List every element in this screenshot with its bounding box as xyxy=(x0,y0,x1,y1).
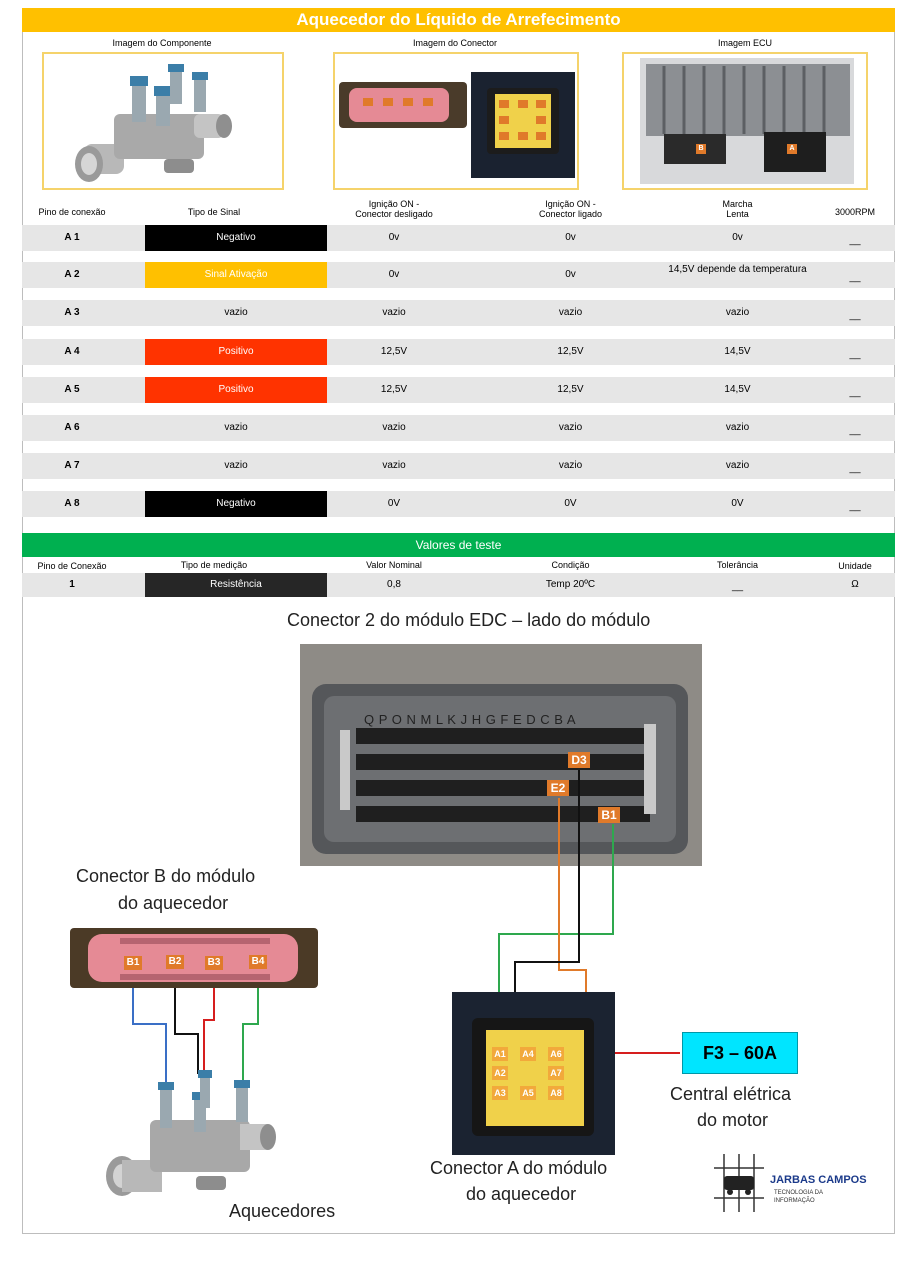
row-idle: 0v xyxy=(732,232,743,243)
row-pin: A 7 xyxy=(64,460,80,471)
header-ign-on-line2: Conector ligado xyxy=(538,209,603,219)
row-pin: A 1 xyxy=(64,232,80,243)
heaters-illustration xyxy=(100,1064,280,1204)
header-rpm: 3000RPM xyxy=(834,207,876,217)
test-pin: 1 xyxy=(69,579,75,590)
row-signal: vazio xyxy=(224,422,248,433)
row-pin: A 2 xyxy=(64,269,80,280)
connector-b-image xyxy=(70,924,318,992)
header-ign-on-line1: Ignição ON - xyxy=(545,199,596,209)
row-signal: vazio xyxy=(224,460,248,471)
row-ign-off: vazio xyxy=(382,307,406,318)
logo-sub-line2: INFORMAÇÃO xyxy=(774,1198,815,1204)
header-idle-line1: Marcha xyxy=(722,199,753,209)
row-signal: Positivo xyxy=(145,339,327,365)
row-signal: Sinal Ativação xyxy=(145,262,327,288)
test-condition: Temp 20ºC xyxy=(545,579,596,590)
connector-a-title-line1: Conector A do módulo xyxy=(430,1158,608,1178)
header-pin: Pino de conexão xyxy=(38,207,106,217)
connector-b-illustration xyxy=(70,924,318,992)
row-pin: A 6 xyxy=(64,422,80,433)
row-signal: vazio xyxy=(224,307,248,318)
row-ign-on: 0v xyxy=(565,232,576,243)
connector-a-image xyxy=(452,992,615,1155)
row-signal: Negativo xyxy=(145,225,327,251)
edc-pin-d3: D3 xyxy=(568,752,590,768)
connector-a-pin-a3: A3 xyxy=(492,1086,508,1100)
logo-circuit-icon xyxy=(704,1148,774,1218)
connector-a-pin-a7: A7 xyxy=(548,1066,564,1080)
logo-sub-line1: TECNOLOGIA DA xyxy=(774,1190,824,1196)
connector-b-title-line2: do aquecedor xyxy=(118,893,229,913)
connector-a-pin-a2: A2 xyxy=(492,1066,508,1080)
row-rpm: __ xyxy=(849,349,861,360)
test-header-tolerance: Tolerância xyxy=(716,560,759,570)
connector-b-pin-3: B3 xyxy=(205,956,223,970)
row-ign-off: 0v xyxy=(388,232,400,243)
connector-a-pin-a5: A5 xyxy=(520,1086,536,1100)
row-idle: 14,5V depende da temperatura xyxy=(668,264,807,275)
connector-b-pin-4: B4 xyxy=(249,955,267,969)
edc-connector-title: Conector 2 do módulo EDC – lado do módulo xyxy=(287,610,651,630)
row-ign-on: 0v xyxy=(565,269,576,280)
connector-a-pin-a8: A8 xyxy=(548,1086,564,1100)
row-idle: 14,5V xyxy=(724,346,751,357)
row-ign-off: vazio xyxy=(382,460,406,471)
row-rpm: __ xyxy=(849,310,861,321)
header-ign-off-line1: Ignição ON - xyxy=(368,199,420,209)
row-pin: A 3 xyxy=(64,307,80,318)
row-ign-on: 12,5V xyxy=(557,346,584,357)
row-rpm: __ xyxy=(849,235,861,246)
test-header-condition: Condição xyxy=(551,560,590,570)
row-ign-off: 0V xyxy=(387,498,401,509)
row-rpm: __ xyxy=(849,272,861,283)
edc-pin-e2: E2 xyxy=(547,780,569,796)
row-pin: A 5 xyxy=(64,384,80,395)
ecu-pin-b-label: B xyxy=(696,144,706,154)
connector-a-pin-a1: A1 xyxy=(492,1047,508,1061)
row-signal: Positivo xyxy=(145,377,327,403)
heaters-image xyxy=(100,1064,280,1204)
connector-b-pin-1: B1 xyxy=(124,956,142,970)
test-unit: Ω xyxy=(851,579,859,590)
header-signal: Tipo de Sinal xyxy=(187,207,241,217)
test-nominal: 0,8 xyxy=(387,579,401,590)
row-ign-on: vazio xyxy=(558,422,583,433)
connector-b-pin-2: B2 xyxy=(166,955,184,969)
row-rpm: __ xyxy=(849,501,861,512)
row-ign-on: vazio xyxy=(558,307,583,318)
ecu-pin-a-label: A xyxy=(787,144,797,154)
edc-pin-b1: B1 xyxy=(598,807,620,823)
header-idle-line2: Lenta xyxy=(726,209,749,219)
row-idle: 0V xyxy=(731,498,744,509)
heaters-label: Aquecedores xyxy=(229,1201,336,1221)
logo-name: JARBAS CAMPOS xyxy=(770,1174,867,1186)
row-ign-off: vazio xyxy=(382,422,406,433)
connector-a-title-line2: do aquecedor xyxy=(466,1184,577,1204)
connector-a-pin-a6: A6 xyxy=(548,1047,564,1061)
test-header-nominal: Valor Nominal xyxy=(366,560,422,570)
row-ign-on: 12,5V xyxy=(557,384,584,395)
connector-a-pin-a4: A4 xyxy=(520,1047,536,1061)
row-rpm: __ xyxy=(849,425,861,436)
row-idle: 14,5V xyxy=(724,384,751,395)
row-idle: vazio xyxy=(725,460,750,471)
test-type: Resistência xyxy=(145,573,327,597)
row-rpm: __ xyxy=(849,387,861,398)
row-idle: vazio xyxy=(725,307,750,318)
logo xyxy=(704,1148,874,1218)
row-ign-on: 0V xyxy=(564,498,577,509)
row-idle: vazio xyxy=(725,422,750,433)
page-title: Aquecedor do Líquido de Arrefecimento xyxy=(22,8,895,32)
row-ign-off: 12,5V xyxy=(380,346,408,357)
row-ign-off: 12,5V xyxy=(380,384,408,395)
header-ign-off-line2: Conector desligado xyxy=(355,209,433,219)
test-values-title: Valores de teste xyxy=(22,533,895,557)
fuse-box: F3 – 60A xyxy=(682,1032,798,1074)
row-ign-off: 0v xyxy=(388,269,400,280)
test-header-pin: Pino de Conexão xyxy=(37,561,107,571)
row-pin: A 8 xyxy=(64,498,80,509)
central-label-line1: Central elétrica xyxy=(670,1084,792,1104)
connector-a-illustration xyxy=(452,992,615,1155)
central-label-line2: do motor xyxy=(697,1110,769,1130)
test-tolerance: __ xyxy=(731,581,744,592)
row-signal: Negativo xyxy=(145,491,327,517)
row-pin: A 4 xyxy=(64,346,80,357)
connector-b-title-line1: Conector B do módulo xyxy=(76,866,256,886)
row-ign-on: vazio xyxy=(558,460,583,471)
test-header-unit: Unidade xyxy=(838,561,872,571)
ecu-image-label: Imagem ECU xyxy=(717,38,772,48)
edc-column-letters: Q P O N M L K J H G F E D C B A xyxy=(364,712,576,727)
test-header-type: Tipo de medição xyxy=(180,560,248,570)
row-rpm: __ xyxy=(849,463,861,474)
component-image-label: Imagem do Componente xyxy=(112,38,212,48)
connector-image-label: Imagem do Conector xyxy=(412,38,498,48)
